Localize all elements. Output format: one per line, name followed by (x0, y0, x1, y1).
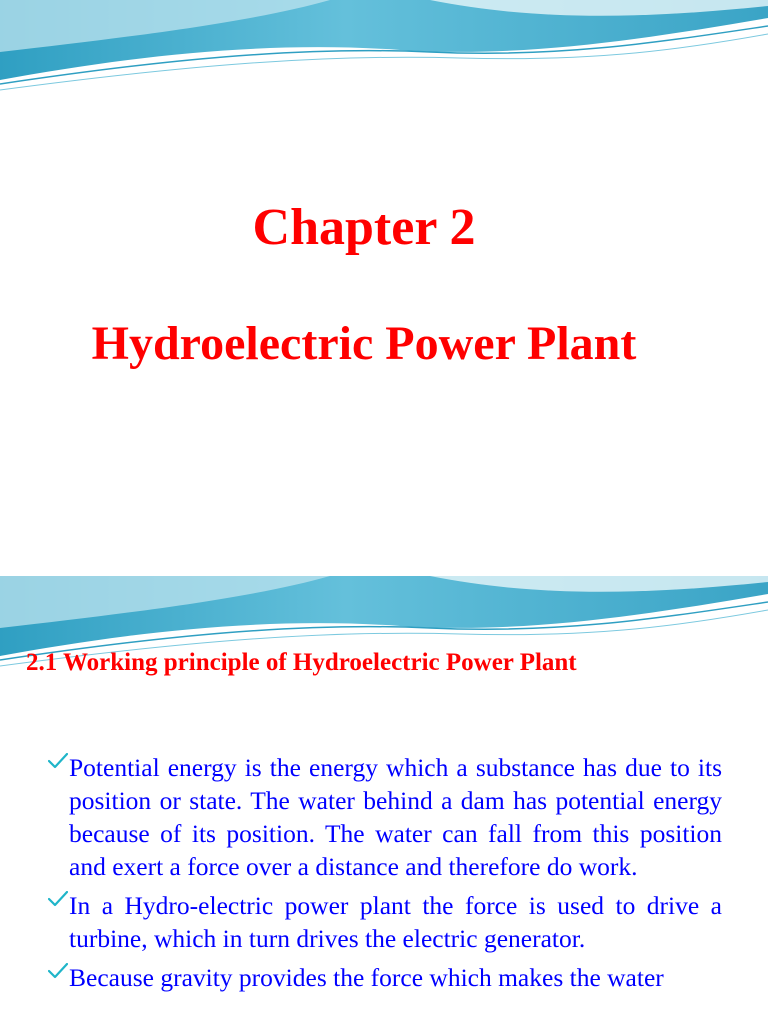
content-slide (0, 576, 768, 1024)
section-heading: 2.1 Working principle of Hydroelectric Power Plant (26, 649, 577, 676)
bullet-text: Potential energy is the energy which a substance has due to its position or state. The water behind a dam has potential energy because of its position. The water can fall from this position and exert a force over a distance and therefore do work. (69, 753, 722, 881)
check-mark-icon (48, 891, 68, 907)
check-mark-icon (48, 963, 68, 979)
bullet-list (46, 751, 722, 1000)
bullet-text: In a Hydro-electric power plant the force is used to drive a turbine, which in turn drives the electric generator. (69, 891, 722, 953)
list-item (46, 961, 722, 994)
chapter-name-title: Hydroelectric Power Plant (91, 317, 637, 370)
bullet-text: Because gravity provides the force which makes the water (69, 963, 664, 992)
check-mark-icon (48, 753, 68, 769)
list-item (46, 751, 722, 883)
wave-banner-top (0, 0, 768, 95)
list-item (46, 889, 722, 955)
chapter-number-title: Chapter 2 (252, 199, 476, 256)
